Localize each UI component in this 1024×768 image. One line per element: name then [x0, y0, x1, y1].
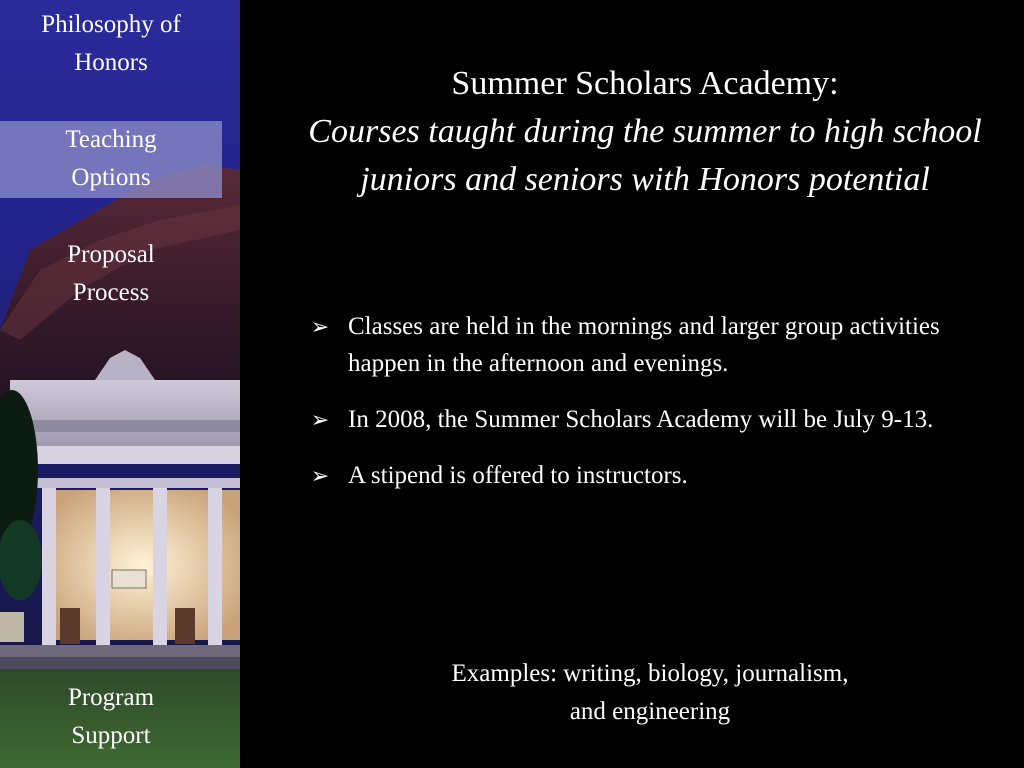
- sidebar-item-teaching-options[interactable]: [0, 121, 222, 198]
- sidebar-item-label-line2: Options: [71, 164, 151, 191]
- sidebar-item-label-line1: Program: [67, 684, 155, 711]
- slide-title: Summer Scholars Academy:: [451, 65, 839, 102]
- bullet-text: In 2008, the Summer Scholars Academy will be July 9-13.: [348, 406, 934, 433]
- sidebar-item-philosophy-of-honors[interactable]: [0, 6, 222, 86]
- sidebar-item-label-line2: Process: [72, 279, 150, 306]
- sidebar-item-program-support[interactable]: [0, 679, 222, 759]
- arrow-bullet-icon: ➢: [310, 407, 330, 432]
- sidebar-item-label-line1: Philosophy of: [41, 11, 181, 38]
- arrow-bullet-icon: ➢: [310, 463, 330, 488]
- bullet-text: Classes are held in the mornings and larger group activities happen in the afternoon and evenings.: [348, 313, 940, 377]
- sidebar: [0, 0, 240, 768]
- building-photo: [0, 0, 240, 768]
- sidebar-item-label-line1: Proposal: [67, 241, 155, 268]
- list-item: [308, 308, 980, 382]
- list-item: [308, 457, 980, 494]
- bullet-list: [308, 308, 980, 513]
- sidebar-item-label-line2: Support: [71, 722, 151, 749]
- examples-text: [340, 655, 960, 731]
- slide-title-block: [300, 60, 990, 204]
- sidebar-item-label-line1: Teaching: [65, 126, 157, 153]
- examples-line1: Examples: writing, biology, journalism,: [451, 660, 849, 687]
- list-item: [308, 401, 980, 438]
- bullet-text: A stipend is offered to instructors.: [348, 462, 688, 489]
- examples-line2: and engineering: [569, 698, 731, 725]
- sidebar-item-label-line2: Honors: [74, 49, 148, 76]
- sidebar-item-proposal-process[interactable]: [0, 236, 222, 316]
- slide-subtitle: Courses taught during the summer to high school juniors and seniors with Honors potential: [308, 113, 982, 198]
- arrow-bullet-icon: ➢: [310, 314, 330, 339]
- slide-content: [240, 0, 1024, 768]
